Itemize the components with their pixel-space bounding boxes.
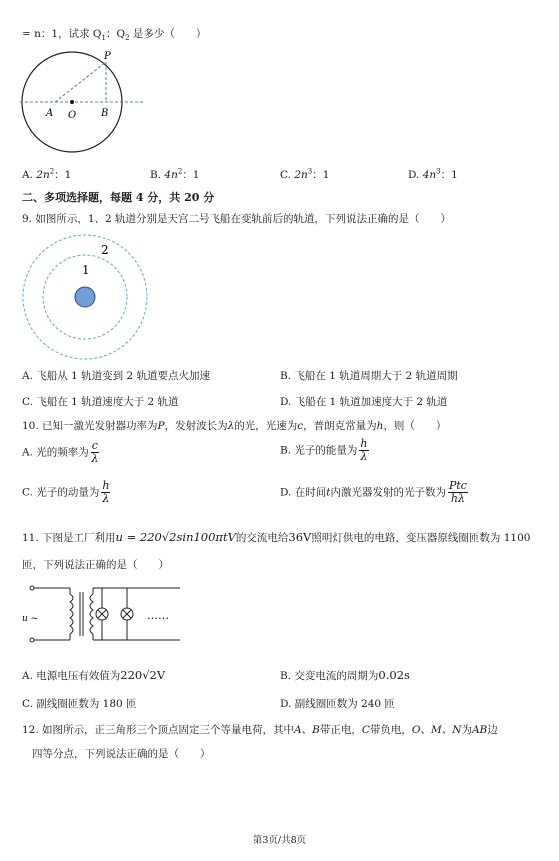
q10-option-d: D. 在时间t内激光器发射的光子数为 $\frac{\text{Ptc}}{h\lambda}$ [280, 479, 467, 505]
q9-option-b: B. 飞船在 1 轨道周期大于 2 轨道周期 [280, 370, 458, 382]
label-a: A [46, 108, 54, 119]
primary-coil [70, 594, 73, 634]
q12-stem: 12. 如图所示，正三角形三个顶点固定三个等量电荷，其中A、B带正电，C带负电，O、M、N为AB边 [22, 724, 498, 736]
question-continuation: = n：1，试求 $Q_1$：$Q_2$ 是多少（ ） [22, 28, 207, 43]
q9-stem: 9. 如图所示，1、2 轨道分别是天宫二号飞船在变轨前后的轨道，下列说法正确的是（ ） [22, 213, 452, 225]
earth-icon [75, 287, 95, 307]
page-footer: 第3页/共8页 [252, 835, 307, 846]
q10-option-a: A. 光的频率为 $\frac{c}{\lambda}$ [22, 439, 99, 465]
q9-option-c: C. 飞船在 1 轨道速度大于 2 轨道 [22, 396, 179, 408]
q12-stem-line2: 四等分点，下列说法正确的是（ ） [32, 748, 211, 760]
orbit-label-1: 1 [82, 263, 90, 277]
q10-option-c: C. 光子的动量为 $\frac{h}{\lambda}$ [22, 479, 110, 505]
label-b: B [101, 108, 109, 119]
q11-option-a: A. 电源电压有效值为220√2V [22, 668, 166, 682]
orbit-figure [22, 234, 152, 362]
q11-option-c: C. 副线圈匝数为 180 匝 [22, 698, 137, 710]
q11-stem-line2: 匝，下列说法正确的是（ ） [22, 559, 169, 571]
source-label: u ~ [22, 614, 39, 624]
q10-stem: 10. 已知一激光发射器功率为P，发射波长为λ的光，光速为c，普朗克常量为h，则（ ） [22, 420, 447, 432]
section-title: 二、多项选择题，每题 4 分，共 20 分 [22, 191, 215, 204]
circle-figure [20, 48, 145, 173]
q10-option-b: B. 光子的能量为 $\frac{h}{\lambda}$ [280, 437, 368, 463]
option-b: B. $4n^2$：1 [150, 167, 200, 181]
label-p: P [104, 51, 111, 62]
label-o: O [68, 110, 77, 121]
option-c: C. $2n^3$：1 [280, 167, 330, 181]
more-lamps-dots: …… [147, 609, 169, 622]
transformer-circuit [20, 578, 190, 650]
q9-option-a: A. 飞船从 1 轨道变到 2 轨道要点火加速 [22, 370, 210, 382]
q11-option-d: D. 副线圈匝数为 240 匝 [280, 698, 395, 710]
option-d: D. $4n^3$：1 [408, 167, 458, 181]
q9-option-d: D. 飞船在 1 轨道加速度大于 2 轨道 [280, 396, 448, 408]
option-a: A. $2n^2$：1 [22, 167, 72, 181]
orbit-label-2: 2 [101, 243, 109, 257]
secondary-coil [90, 594, 93, 634]
q11-stem: 11. 下图是工厂利用u = 220√2sin100πtV的交流电给36V照明灯供电的电路，变压器原线圈匝数为 1100 [22, 530, 531, 544]
q11-option-b: B. 交变电流的周期为0.02s [280, 668, 410, 682]
